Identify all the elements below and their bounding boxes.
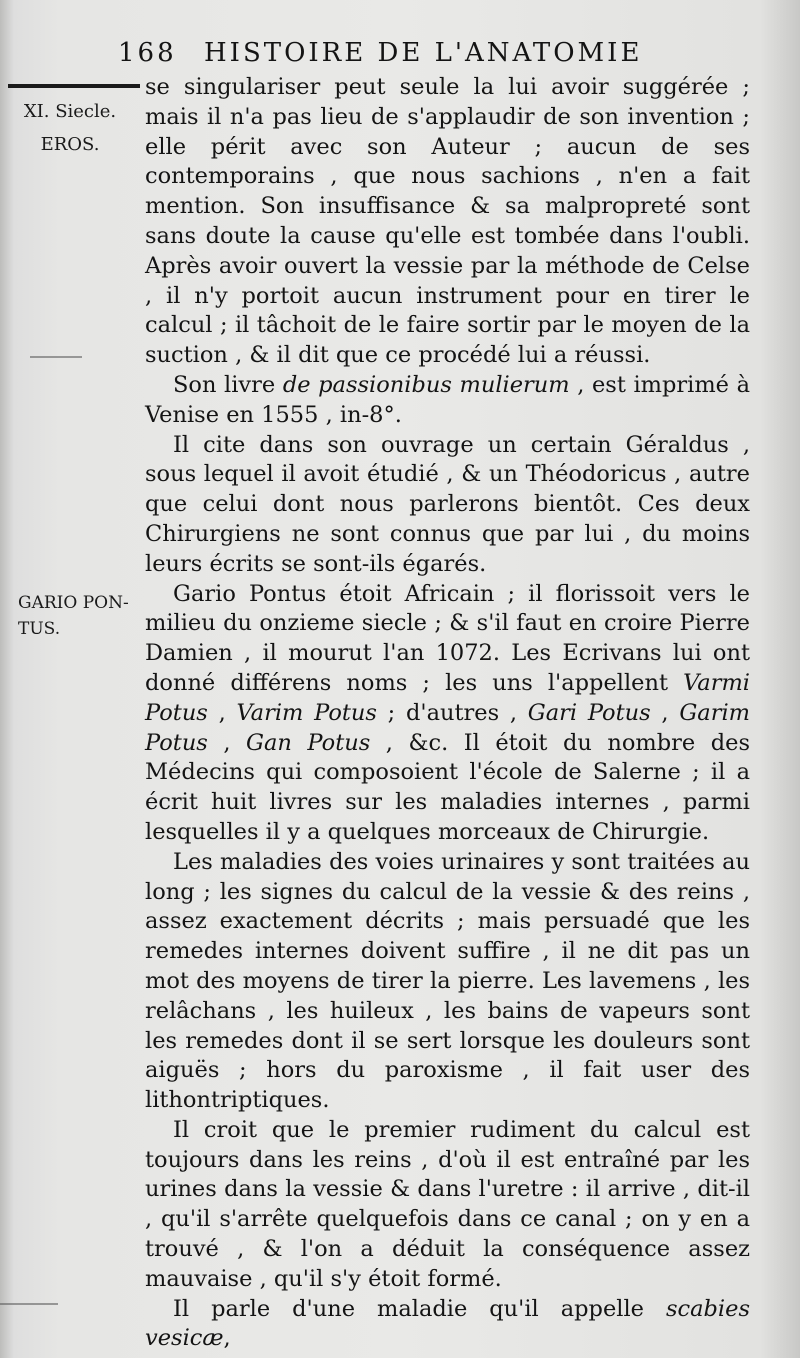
text-run: Il parle d'une maladie qu'il appelle	[173, 1295, 666, 1322]
text-run: Son livre	[173, 371, 283, 398]
margin-note-gario-line1: GARIO PON-	[18, 593, 129, 613]
margin-note-century	[6, 97, 134, 127]
text-run: ,	[223, 1325, 231, 1352]
name-variant: Garim Potus	[145, 699, 750, 756]
text-run: Gario Pontus étoit Africain ; il florissoit vers le milieu du onzieme siecle ; & s'il faut en croire Pierre Damien , il mourut l'an 1072. Les Ecrivans lui ont donné différens noms ; les uns l'appellent	[145, 580, 750, 696]
margin-note-gario-pontus	[6, 590, 134, 642]
latin-term: scabies vesicæ	[145, 1295, 750, 1352]
paragraph	[145, 1295, 750, 1355]
paragraph: se singulariser peut seule la lui avoir suggérée ; mais il n'a pas lieu de s'applaudir de son invention ; elle périt avec son Auteur ; aucun de ses contemporains , que nous sachions , n'en a fait mention. Son insuffisance & sa malpropreté sont sans doute la cause qu'elle est tombée dans l'oubli. Après avoir ouvert la vessie par la méthode de Celse , il n'y portoit aucun instrument pour en tirer le calcul ; il tâchoit de le faire sortir par le moyen de la suction , & il dit que ce procédé lui a réussi.	[145, 74, 750, 369]
name-variant: Gari Potus	[527, 699, 651, 726]
paragraph: Il cite dans son ouvrage un certain Géraldus , sous lequel il avoit étudié , & un Théodoricus , autre que celui dont nous parlerons bientôt. Ces deux Chirurgiens ne sont connus que par lui , du moins leurs écrits se sont-ils égarés.	[145, 431, 750, 577]
running-header	[118, 38, 678, 68]
text-run: ,	[207, 699, 237, 726]
page-number: 168	[118, 38, 177, 68]
bleed-through-mark	[0, 1303, 58, 1305]
running-title: HISTOIRE DE L'ANATOMIE	[204, 38, 643, 68]
text-run: ,	[650, 699, 680, 726]
name-variant: Varim Potus	[236, 699, 377, 726]
name-variant: Gan Potus	[246, 729, 371, 756]
body-text	[145, 73, 750, 1354]
margin-note-gario-line2: TUS.	[18, 619, 61, 639]
paragraph: Les maladies des voies urinaires y sont traitées au long ; les signes du calcul de la vessie & des reins , assez exactement décrits ; mais persuadé que les remedes internes doivent suffire , il ne dit pas un mot des moyens de tirer la pierre. Les lavemens , les relâchans , les huileux , les bains de vapeurs sont les remedes dont il se sert lorsque les douleurs sont aiguës ; hors du paroxisme , il fait user des lithontriptiques.	[145, 848, 750, 1114]
paragraph: Il croit que le premier rudiment du calcul est toujours dans les reins , d'où il est entraîné par les urines dans la vessie & dans l'uretre : il arrive , dit-il , qu'il s'arrête quelquefois dans ce canal ; on y en a trouvé , & l'on a déduit la conséquence assez mauvaise , qu'il s'y étoit formé.	[145, 1116, 750, 1292]
bleed-through-mark	[30, 356, 82, 358]
text-run: ; d'autres ,	[376, 699, 528, 726]
margin-note-eros-text: EROS.	[40, 134, 100, 155]
book-title: de passionibus mulierum	[282, 371, 570, 398]
text-run: ,	[207, 729, 247, 756]
name-variant: Varmi Potus	[145, 669, 750, 726]
paragraph	[145, 371, 750, 431]
margin-note-century-text: XI. Siecle.	[23, 101, 117, 122]
header-rule	[8, 84, 140, 88]
text-run: , est imprimé à Venise en 1555 , in-8°.	[145, 371, 750, 428]
margin-note-eros	[6, 130, 134, 160]
paragraph	[145, 580, 750, 848]
text-run: , &c. Il étoit du nombre des Médecins qui composoient l'école de Salerne ; il a écrit huit livres sur les maladies internes , parmi lesquelles il y a quelques morceaux de Chirurgie.	[145, 729, 750, 845]
